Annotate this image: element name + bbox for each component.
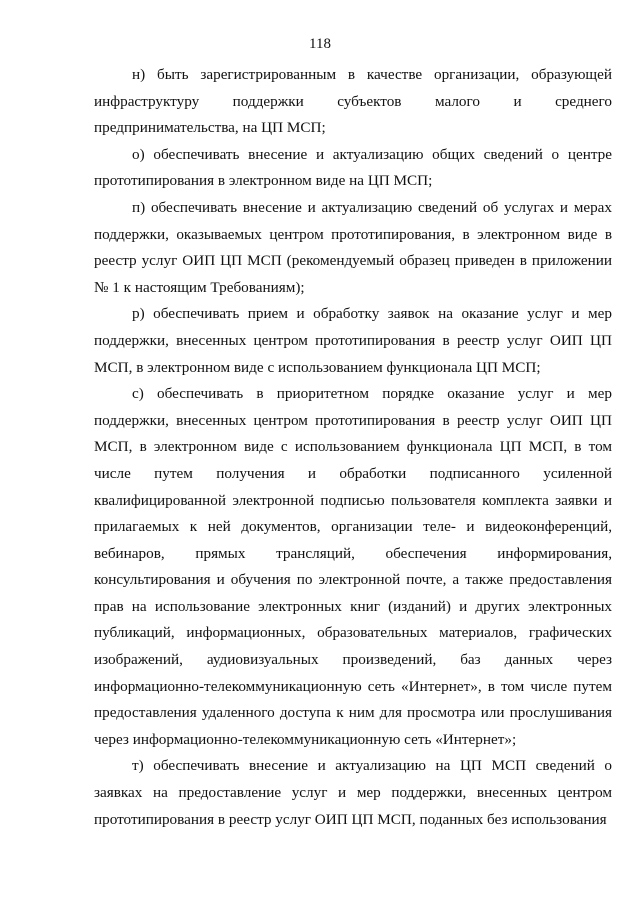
paragraph-n: н) быть зарегистрированным в качестве организации, образующей инфраструктуру поддержки субъектов малого и среднего предпринимательства, на ЦП МСП; — [94, 66, 612, 137]
paragraph-r: р) обеспечивать прием и обработку заявок на оказание услуг и мер поддержки, внесенных центром прототипирования в реестр услуг ОИП ЦП МСП, в электронном виде с использованием функционала ЦП МСП; — [94, 305, 612, 376]
document-body — [94, 62, 612, 833]
paragraph-t: т) обеспечивать внесение и актуализацию на ЦП МСП сведений о заявках на предоставление услуг и мер поддержки, внесенных центром прототипирования в реестр услуг ОИП ЦП МСП, поданных без использования — [94, 757, 612, 828]
paragraph-o: о) обеспечивать внесение и актуализацию общих сведений о центре прототипирования в электронном виде на ЦП МСП; — [94, 145, 612, 190]
page-number: 118 — [309, 36, 331, 52]
paragraph-s: с) обеспечивать в приоритетном порядке оказание услуг и мер поддержки, внесенных центром прототипирования в реестр услуг ОИП ЦП МСП, в электронном виде с использованием функционала ЦП МСП, в том числе путем получения и обработки подписанного усиленной квалифицированной электронной подписью пользователя комплекта заявки и прилагаемых к ней документов, организации теле- и видеоконференций, вебинаров, прямых трансляций, обеспечения информирования, консультирования и обучения по электронной почте, а также предоставления прав на использование электронных книг (изданий) и других электронных публикаций, информационных, образовательных материалов, графических изображений, аудиовизуальных произведений, баз данных через информационно-телекоммуникационную сеть «Интернет», в том числе путем предоставления удаленного доступа к ним для просмотра или прослушивания через информационно-телекоммуникационную сеть «Интернет»; — [94, 385, 612, 748]
paragraph-p: п) обеспечивать внесение и актуализацию сведений об услугах и мерах поддержки, оказываемых центром прототипирования, в электронном виде в реестр услуг ОИП ЦП МСП (рекомендуемый образец приведен в приложении № 1 к настоящим Требованиям); — [94, 198, 612, 296]
